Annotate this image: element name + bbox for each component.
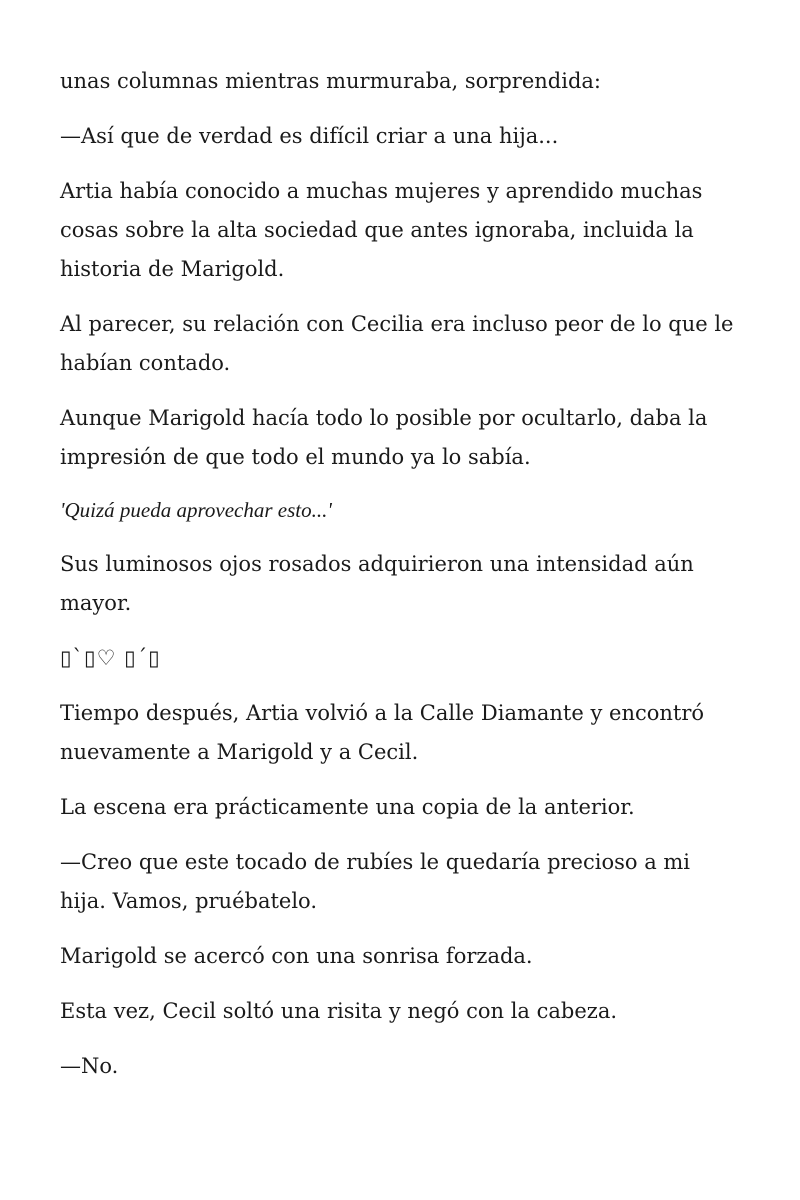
paragraph: Marigold se acercó con una sonrisa forzada.: [60, 944, 533, 968]
inner-thought: 'Quizá pueda aprovechar esto...': [60, 498, 332, 522]
paragraph: unas columnas mientras murmuraba, sorprendida:: [60, 69, 601, 93]
paragraph: La escena era prácticamente una copia de la anterior.: [60, 795, 635, 819]
dialogue-line: —Así que de verdad es difícil criar a una hija...: [60, 124, 559, 148]
paragraph: Sus luminosos ojos rosados adquirieron una intensidad aún mayor.: [60, 552, 694, 615]
paragraph: Al parecer, su relación con Cecilia era incluso peor de lo que le habían contado.: [60, 312, 734, 375]
dialogue-line: —Creo que este tocado de rubíes le quedaría precioso a mi hija. Vamos, pruébatelo.: [60, 850, 691, 913]
scene-separator: ▯`▯♡ ▯´▯: [60, 646, 161, 670]
paragraph: Esta vez, Cecil soltó una risita y negó con la cabeza.: [60, 999, 618, 1023]
dialogue-line: —No.: [60, 1054, 119, 1078]
paragraph: Artia había conocido a muchas mujeres y aprendido muchas cosas sobre la alta sociedad que antes ignoraba, incluida la historia de Marigold.: [60, 179, 703, 281]
paragraph: Tiempo después, Artia volvió a la Calle Diamante y encontró nuevamente a Marigold y a Cecil.: [60, 701, 705, 764]
paragraph: Aunque Marigold hacía todo lo posible por ocultarlo, daba la impresión de que todo el mundo ya lo sabía.: [60, 406, 708, 469]
